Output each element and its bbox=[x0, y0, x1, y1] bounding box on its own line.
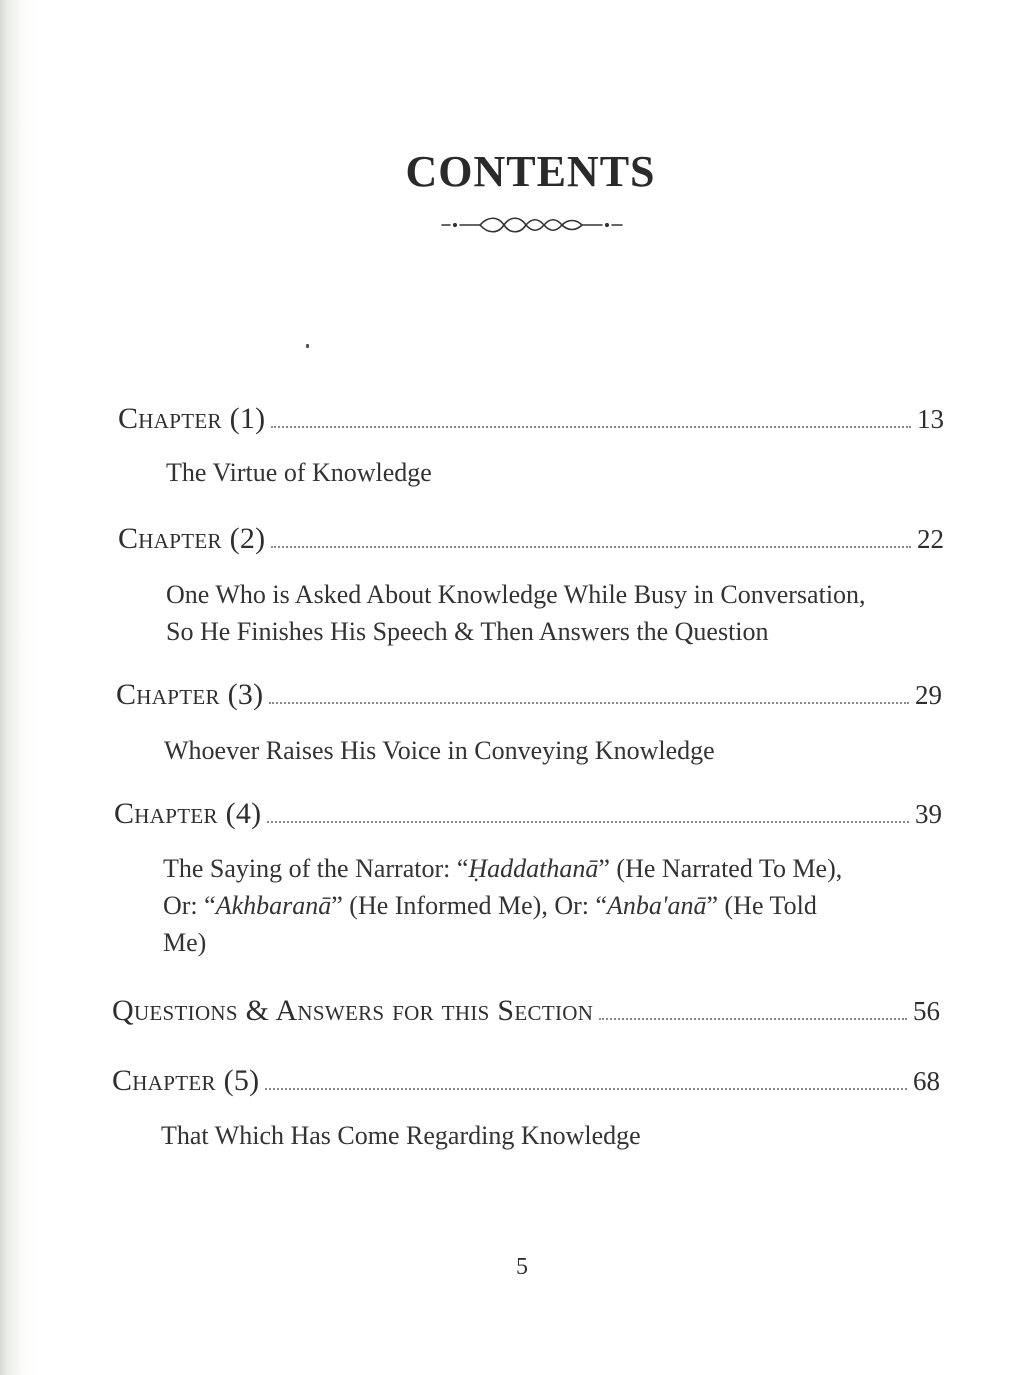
toc-entry-chapter-3[interactable] bbox=[116, 678, 942, 712]
toc-subtitle-line bbox=[163, 887, 923, 924]
toc-page-number: 68 bbox=[913, 1066, 940, 1096]
toc-leader-dots bbox=[269, 702, 909, 704]
toc-entry-chapter-4[interactable] bbox=[114, 797, 942, 831]
toc-heading-label: Chapter (5) bbox=[112, 1064, 260, 1097]
transliteration-term: Akhbaranā bbox=[215, 891, 332, 920]
toc-entry-chapter-2[interactable] bbox=[118, 522, 944, 556]
toc-page-number: 22 bbox=[917, 524, 944, 554]
toc-heading-label: Chapter (4) bbox=[114, 797, 262, 830]
subtitle-text: The Saying of the Narrator: “ bbox=[163, 854, 469, 883]
toc-page-number: 13 bbox=[917, 404, 944, 434]
toc-heading-label: Chapter (1) bbox=[118, 402, 266, 435]
transliteration-term: Anba'anā bbox=[607, 891, 707, 920]
toc-subtitle: The Virtue of Knowledge bbox=[166, 458, 432, 487]
toc-entry-chapter-1[interactable] bbox=[118, 402, 944, 436]
toc-leader-dots bbox=[271, 546, 911, 548]
toc-subtitle-line: Me) bbox=[163, 928, 207, 957]
toc-leader-dots bbox=[271, 426, 911, 428]
toc-subtitle-line: So He Finishes His Speech & Then Answers the Question bbox=[166, 617, 769, 646]
subtitle-text: ” (He Informed Me), Or: “ bbox=[331, 891, 608, 920]
toc-heading-label: Chapter (2) bbox=[118, 522, 266, 555]
subtitle-text: ” (He Told bbox=[706, 891, 817, 920]
transliteration-term: Ḥaddathanā bbox=[468, 854, 599, 883]
toc-page-number: 39 bbox=[915, 799, 942, 829]
footer-page-number: 5 bbox=[516, 1254, 528, 1280]
toc-heading-label: Questions & Answers for this Section bbox=[112, 994, 594, 1027]
toc-subtitle-line bbox=[163, 850, 923, 887]
toc-leader-dots bbox=[267, 821, 909, 823]
subtitle-text: Or: “ bbox=[163, 891, 216, 920]
toc-subtitle-line: One Who is Asked About Knowledge While Busy in Conversation, bbox=[166, 580, 866, 609]
toc-subtitle bbox=[163, 850, 923, 961]
toc-page-number: 29 bbox=[915, 680, 942, 710]
toc-heading-label: Chapter (3) bbox=[116, 678, 264, 711]
toc-entry-chapter-5[interactable] bbox=[112, 1064, 940, 1098]
toc-subtitle: That Which Has Come Regarding Knowledge bbox=[161, 1121, 641, 1150]
toc-leader-dots bbox=[599, 1018, 907, 1020]
subtitle-text: ” (He Narrated To Me), bbox=[598, 854, 843, 883]
toc-subtitle: Whoever Raises His Voice in Conveying Knowledge bbox=[164, 736, 715, 765]
toc-subtitle bbox=[166, 576, 866, 650]
toc-page-number: 56 bbox=[913, 996, 940, 1026]
toc-entry-questions-answers[interactable] bbox=[112, 994, 940, 1028]
toc-leader-dots bbox=[265, 1088, 907, 1090]
stray-ink-mark bbox=[306, 344, 309, 348]
flourish-ornament-icon bbox=[440, 210, 624, 240]
page-title: CONTENTS bbox=[405, 147, 656, 196]
